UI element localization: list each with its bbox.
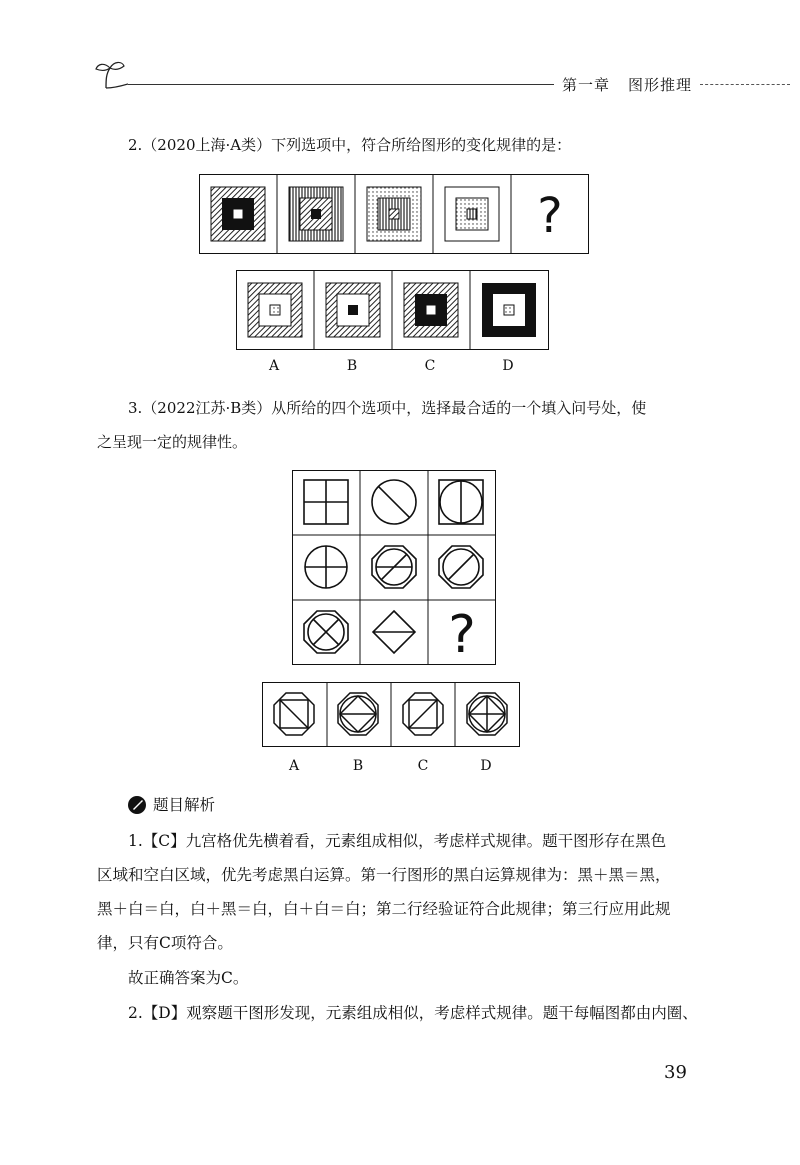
q3-stem-line-1: 3.（2022江苏·B类）从所给的四个选项中，选择最合适的一个填入问号处，使 xyxy=(128,399,647,417)
q3-option-a-label[interactable]: A xyxy=(288,758,300,774)
analysis-answer-1-line-1: 1.【C】九宫格优先横着看，元素组成相似，考虑样式规律。题干图形存在黑色 xyxy=(128,832,667,850)
running-header xyxy=(562,74,692,95)
sprout-icon xyxy=(92,58,132,92)
q3-stem-line-2: 之呈现一定的规律性。 xyxy=(97,433,248,451)
q2-option-c-label[interactable]: C xyxy=(424,358,436,374)
q2-stem: 2.（2020上海·A类）下列选项中，符合所给图形的变化规律的是： xyxy=(128,136,572,154)
q3-option-figures xyxy=(262,682,520,747)
q2-question-mark: ? xyxy=(537,188,563,244)
q2-option-a-figure[interactable] xyxy=(248,283,302,337)
header-dash-rule xyxy=(700,84,790,85)
analysis-answer-1-line-3: 黑＋白＝白，白＋黑＝白，白＋白＝白；第二行经验证符合此规律；第三行应用此规 xyxy=(97,900,671,918)
analysis-heading: 题目解析 xyxy=(153,796,216,814)
q2-figure-4 xyxy=(445,187,499,241)
analysis-answer-2: 2.【D】观察题干图形发现，元素组成相似，考虑样式规律。题干每幅图都由内圈、 xyxy=(128,1004,698,1022)
q2-option-a-label[interactable]: A xyxy=(268,358,280,374)
q3-question-mark: ? xyxy=(448,605,476,665)
analysis-pen-icon xyxy=(127,795,147,815)
q3-cell-4 xyxy=(305,546,347,588)
q2-stem-figures xyxy=(199,174,589,254)
q2-option-figures xyxy=(236,270,549,350)
q2-option-d-figure[interactable] xyxy=(482,283,536,337)
q2-option-d-label[interactable]: D xyxy=(502,358,514,374)
analysis-answer-1 xyxy=(97,824,693,960)
q2-option-b-figure[interactable] xyxy=(326,283,380,337)
analysis-answer-1-line-4: 律，只有C项符合。 xyxy=(97,934,233,952)
header-rule xyxy=(128,84,554,85)
q3-option-c-figure[interactable] xyxy=(403,693,443,735)
q3-option-d-label[interactable]: D xyxy=(480,758,492,774)
page-number: 39 xyxy=(664,1062,687,1083)
q3-option-a-figure[interactable] xyxy=(274,693,314,735)
q3-stem-grid xyxy=(292,470,496,665)
q3-option-c-label[interactable]: C xyxy=(417,758,429,774)
q2-figure-3 xyxy=(367,187,421,241)
q2-option-b-label[interactable]: B xyxy=(346,358,358,374)
q2-figure-2 xyxy=(289,187,343,241)
chapter-number: 第一章 xyxy=(562,76,611,94)
analysis-conclusion-1: 故正确答案为C。 xyxy=(128,969,249,987)
q3-option-b-label[interactable]: B xyxy=(352,758,364,774)
q3-option-d-figure[interactable] xyxy=(467,693,507,735)
q2-figure-1 xyxy=(211,187,265,241)
analysis-answer-1-line-2: 区域和空白区域，优先考虑黑白运算。第一行图形的黑白运算规律为：黑＋黑＝黑， xyxy=(97,866,671,884)
q2-option-c-figure[interactable] xyxy=(404,283,458,337)
chapter-title: 图形推理 xyxy=(628,76,693,94)
